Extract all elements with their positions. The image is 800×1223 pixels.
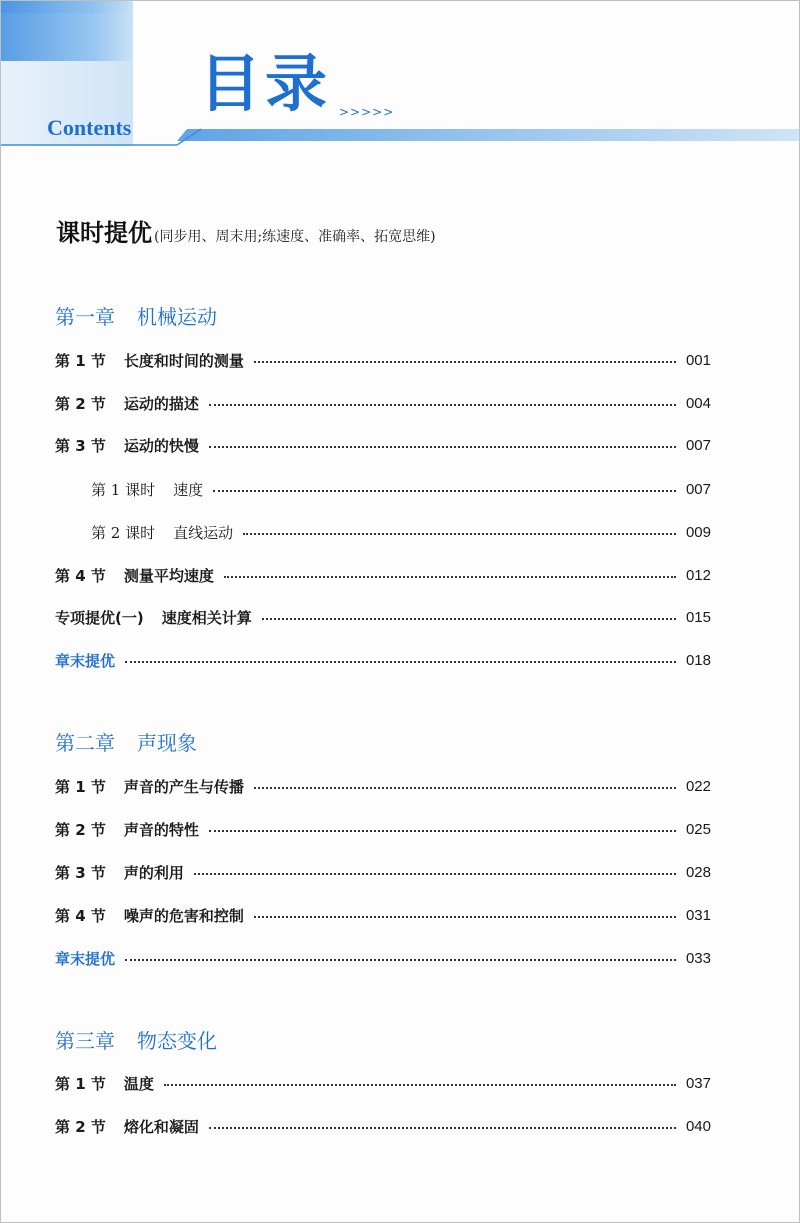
- toc-entry[interactable]: [55, 818, 711, 840]
- entry-name: 噪声的危害和控制: [123, 906, 244, 925]
- entry-label: [55, 776, 244, 797]
- entry-label: [55, 565, 214, 586]
- entry-label: [55, 1116, 199, 1137]
- dot-leader: [164, 1076, 676, 1086]
- dot-leader: [254, 353, 676, 363]
- entry-label: 章末提优: [55, 949, 116, 968]
- toc-entry[interactable]: [55, 434, 711, 456]
- contents-label: Contents: [47, 115, 132, 140]
- chapter-name: 物态变化: [137, 1029, 217, 1053]
- page-number: 033: [685, 949, 711, 967]
- chapter-title: [55, 301, 217, 330]
- dot-leader: [254, 779, 676, 789]
- toc-entry[interactable]: [55, 564, 711, 586]
- entry-label: [91, 479, 203, 500]
- page-number: 031: [685, 906, 711, 924]
- dot-leader: [224, 568, 676, 578]
- entry-prefix: 第 4 节: [55, 566, 106, 585]
- dot-leader: [209, 822, 676, 832]
- toc-entry[interactable]: [55, 904, 711, 926]
- dot-leader: [125, 653, 676, 663]
- chapter-title: [55, 1025, 217, 1054]
- course-note: (同步用、周末用;练速度、准确率、拓宽思维): [154, 229, 436, 245]
- dot-leader: [213, 482, 676, 492]
- entry-label: [55, 435, 199, 456]
- toc-subentry[interactable]: [91, 521, 711, 543]
- dot-leader: [209, 438, 676, 448]
- toc-entry[interactable]: [55, 392, 711, 414]
- entry-name: 速度: [173, 480, 204, 499]
- toc-entry[interactable]: [55, 861, 711, 883]
- page-number: 015: [685, 608, 711, 626]
- entry-name: 声音的特性: [123, 820, 199, 839]
- entry-prefix: 第 3 节: [55, 863, 106, 882]
- toc-entry[interactable]: [55, 775, 711, 797]
- entry-prefix: 第 3 节: [55, 436, 106, 455]
- chapter-number: 第一章: [55, 305, 115, 329]
- chapter-name: 机械运动: [137, 305, 217, 329]
- entry-name: 温度: [123, 1074, 154, 1093]
- entry-label: [91, 522, 233, 543]
- page-number: 025: [685, 820, 711, 838]
- entry-name: 直线运动: [173, 523, 234, 542]
- chapter-name: 声现象: [137, 731, 197, 755]
- entry-prefix: 第 1 节: [55, 351, 106, 370]
- page-number: 012: [685, 566, 711, 584]
- chapter-title: [55, 727, 197, 756]
- entry-label: [55, 862, 184, 883]
- entry-label: [55, 819, 199, 840]
- dot-leader: [209, 396, 676, 406]
- dot-leader: [125, 951, 676, 961]
- entry-name: 运动的描述: [123, 394, 199, 413]
- entry-name: 测量平均速度: [123, 566, 214, 585]
- entry-label: [55, 1073, 154, 1094]
- toc-entry-chapter-review[interactable]: [55, 947, 711, 969]
- entry-prefix: 第 1 节: [55, 777, 106, 796]
- page-number: 037: [685, 1074, 711, 1092]
- header-band: [1, 1, 799, 161]
- entry-prefix: 第 2 节: [55, 1117, 106, 1136]
- page-number: 040: [685, 1117, 711, 1135]
- toc-entry[interactable]: [55, 349, 711, 371]
- page-number: 001: [685, 351, 711, 369]
- toc-subentry[interactable]: [91, 478, 711, 500]
- toc-entry[interactable]: [55, 1072, 711, 1094]
- entry-name: 声的利用: [123, 863, 184, 882]
- entry-prefix: 第 1 节: [55, 1074, 106, 1093]
- page-number: 018: [685, 651, 711, 669]
- dot-leader: [194, 865, 676, 875]
- page-number: 009: [685, 523, 711, 541]
- course-heading: [56, 213, 436, 248]
- entry-name: 熔化和凝固: [123, 1117, 199, 1136]
- entry-name: 声音的产生与传播: [123, 777, 244, 796]
- toc-entry[interactable]: [55, 606, 711, 628]
- page-number: 004: [685, 394, 711, 412]
- dot-leader: [262, 610, 676, 620]
- chapter-number: 第三章: [55, 1029, 115, 1053]
- dot-leader: [254, 908, 676, 918]
- entry-prefix: 第 2 节: [55, 394, 106, 413]
- title-arrows: >>>>>: [339, 105, 395, 119]
- dot-leader: [209, 1119, 676, 1129]
- entry-prefix: 第 1 课时: [91, 480, 156, 499]
- page-number: 007: [685, 436, 711, 454]
- chapter-number: 第二章: [55, 731, 115, 755]
- course-title: 课时提优: [56, 219, 152, 247]
- entry-name: 速度相关计算: [161, 608, 252, 627]
- entry-prefix: 第 2 课时: [91, 523, 156, 542]
- dot-leader: [243, 525, 676, 535]
- entry-prefix: 第 2 节: [55, 820, 106, 839]
- entry-label: 章末提优: [55, 651, 116, 670]
- page-title: 目录: [199, 47, 332, 120]
- entry-label: [55, 350, 244, 371]
- page-number: 007: [685, 480, 711, 498]
- toc-entry-chapter-review[interactable]: [55, 649, 711, 671]
- entry-label: [55, 607, 252, 628]
- toc-entry[interactable]: [55, 1115, 711, 1137]
- entry-label: [55, 393, 199, 414]
- entry-prefix: 专项提优(一): [55, 608, 144, 627]
- entry-prefix: 第 4 节: [55, 906, 106, 925]
- page-number: 022: [685, 777, 711, 795]
- entry-label: [55, 905, 244, 926]
- entry-name: 长度和时间的测量: [123, 351, 244, 370]
- page-number: 028: [685, 863, 711, 881]
- entry-name: 运动的快慢: [123, 436, 199, 455]
